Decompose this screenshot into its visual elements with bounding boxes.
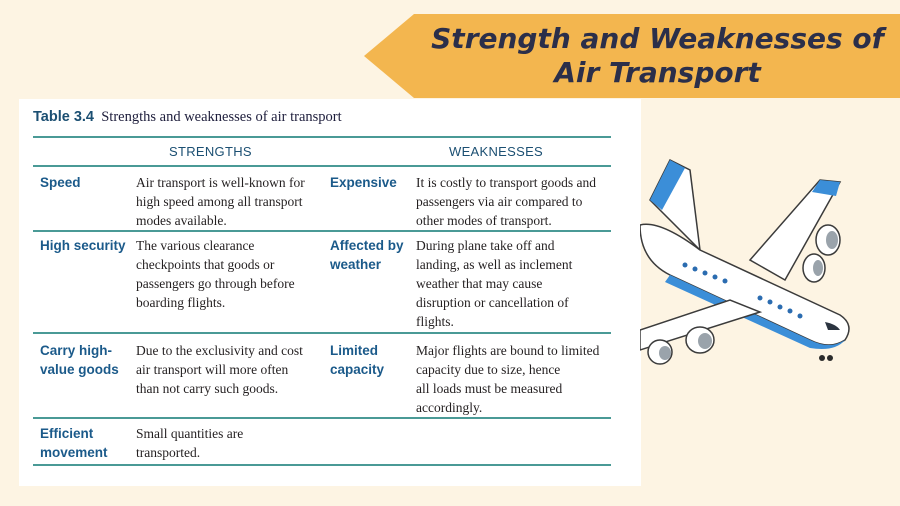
header-weaknesses: WEAKNESSES	[449, 144, 544, 159]
table-card	[19, 99, 641, 486]
term-line: Efficient	[40, 426, 94, 441]
term-line: value goods	[40, 362, 119, 377]
weakness-term	[330, 341, 384, 379]
desc-line: modes available.	[136, 213, 227, 228]
desc-line: transported.	[136, 445, 201, 460]
plane-wheel	[819, 355, 825, 361]
desc-line: flights.	[416, 314, 454, 329]
desc-line: The various clearance	[136, 238, 255, 253]
term-line: Expensive	[330, 175, 397, 190]
weakness-term	[330, 173, 397, 192]
term-line: High security	[40, 238, 126, 253]
desc-line: weather that may cause	[416, 276, 543, 291]
banner-title-line-2: Air Transport	[554, 56, 761, 89]
strength-description	[136, 341, 303, 398]
strength-description	[136, 424, 243, 462]
table-caption-text: Strengths and weaknesses of air transport	[101, 109, 342, 125]
desc-line: high speed among all transport	[136, 194, 303, 209]
term-line: Limited	[330, 343, 379, 358]
table-caption-label: Table 3.4	[33, 109, 94, 125]
term-line: Affected by	[330, 238, 404, 253]
desc-line: It is costly to transport goods and	[416, 175, 596, 190]
term-line: capacity	[330, 362, 385, 377]
table-rule-row	[33, 417, 611, 419]
header-strengths: STRENGTHS	[169, 144, 252, 159]
term-line: movement	[40, 445, 108, 460]
desc-line: other modes of transport.	[416, 213, 552, 228]
desc-line: boarding flights.	[136, 295, 226, 310]
term-line: Speed	[40, 175, 81, 190]
banner-title	[430, 22, 885, 90]
table-caption	[33, 109, 342, 126]
strength-description	[136, 173, 305, 230]
table-rule-top	[33, 136, 611, 138]
table-rule-row	[33, 230, 611, 232]
strength-term	[40, 341, 119, 379]
strength-term	[40, 424, 108, 462]
title-banner	[364, 14, 900, 98]
table-rule-bottom	[33, 464, 611, 466]
desc-line: checkpoints that goods or	[136, 257, 275, 272]
plane-engine-intake	[813, 260, 823, 276]
desc-line: During plane take off and	[416, 238, 555, 253]
table-rule-header	[33, 165, 611, 167]
desc-line: than not carry such goods.	[136, 381, 279, 396]
desc-line: landing, as well as inclement	[416, 257, 573, 272]
desc-line: air transport will more often	[136, 362, 289, 377]
desc-line: Major flights are bound to limited	[416, 343, 600, 358]
banner-title-line-1: Strength and Weaknesses of	[431, 22, 884, 55]
table-rule-row	[33, 332, 611, 334]
term-line: Carry high-	[40, 343, 113, 358]
strength-term	[40, 173, 81, 192]
airplane-icon	[640, 140, 890, 370]
strength-description	[136, 236, 295, 312]
desc-line: disruption or cancellation of	[416, 295, 569, 310]
desc-line: capacity due to size, hence	[416, 362, 561, 377]
desc-line: Air transport is well-known for	[136, 175, 305, 190]
plane-engine-intake	[698, 333, 712, 349]
desc-line: all loads must be measured	[416, 381, 563, 396]
desc-line: passengers via air compared to	[416, 194, 583, 209]
plane-engine-intake	[659, 346, 671, 360]
weakness-description	[416, 341, 599, 417]
term-line: weather	[330, 257, 382, 272]
plane-engine-intake	[826, 231, 838, 249]
desc-line: passengers go through before	[136, 276, 295, 291]
plane-wheel	[827, 355, 833, 361]
weakness-description	[416, 173, 596, 230]
strength-term	[40, 236, 126, 255]
desc-line: Due to the exclusivity and cost	[136, 343, 303, 358]
weakness-term	[330, 236, 404, 274]
desc-line: Small quantities are	[136, 426, 244, 441]
weakness-description	[416, 236, 572, 331]
desc-line: accordingly.	[416, 400, 483, 415]
